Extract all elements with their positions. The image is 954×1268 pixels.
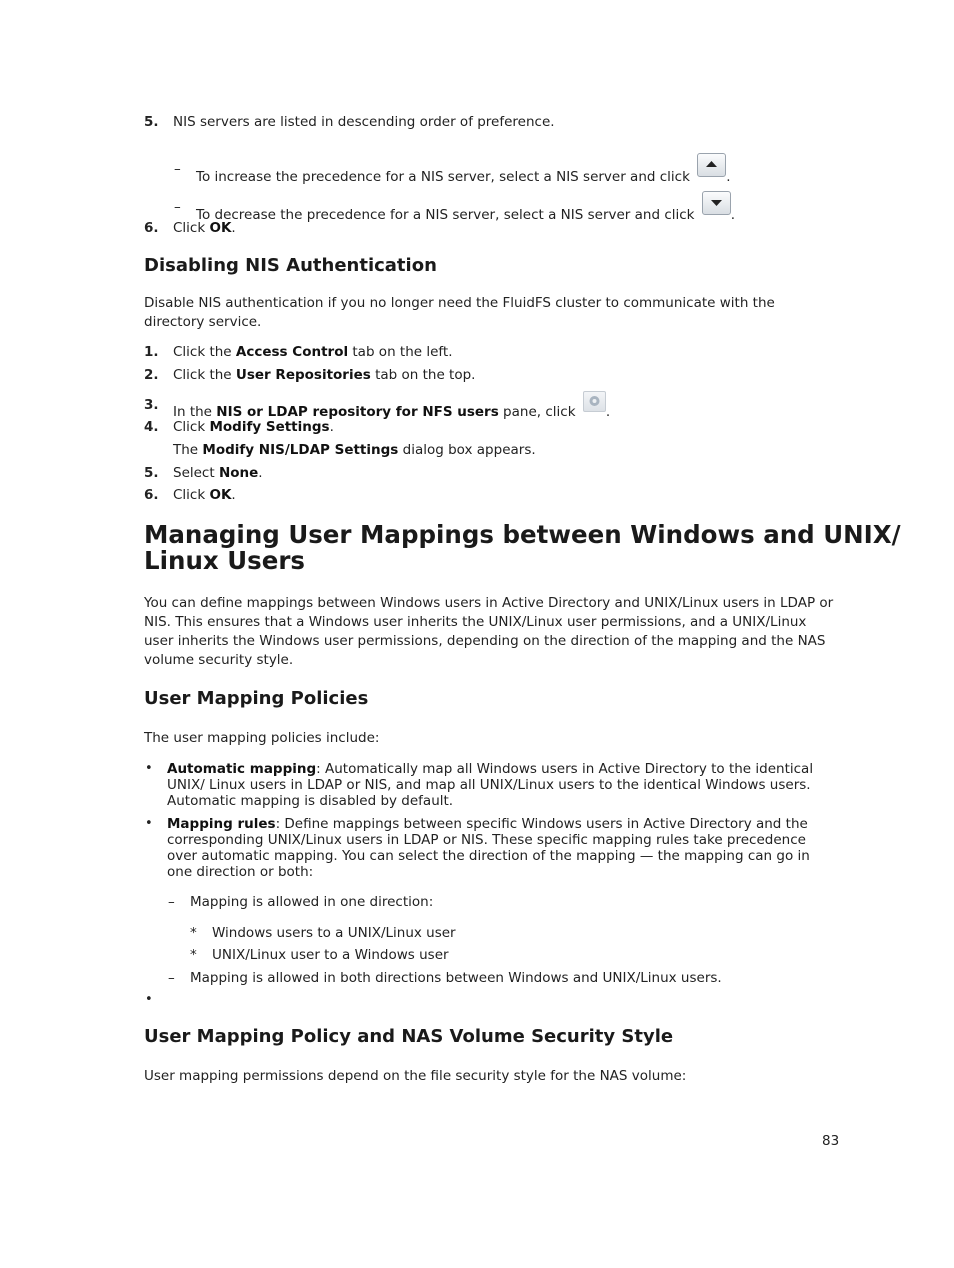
dash-mark: – [168,894,175,910]
sub-item-text: To increase the precedence for a NIS server, select a NIS server and click [196,169,690,185]
dash-mark: – [168,970,175,986]
sub-item-text: To decrease the precedence for a NIS server, select a NIS server and click [196,207,695,223]
bullet-item: Automatic mapping: Automatically map all Windows users in Active Directory to the identical UNIX/ Linux users in LDAP or NIS, and map all UNIX/Linux users to the identical Windows users. Automatic mapping is disabled by default. [167,761,814,809]
star-item-text: Windows users to a UNIX/Linux user [212,925,456,941]
section-intro: Disable NIS authentication if you no longer need the FluidFS cluster to communicate with the directory service. [144,295,775,330]
bullet-mark: • [145,761,153,776]
section-heading: User Mapping Policies [144,688,369,709]
section-heading: User Mapping Policy and NAS Volume Security Style [144,1026,674,1047]
step-text: Click the User Repositories tab on the top. [173,367,476,383]
step-text: In the NIS or LDAP repository for NFS users pane, click . [173,397,610,420]
step-note: The Modify NIS/LDAP Settings dialog box appears. [173,442,536,458]
step-text: NIS servers are listed in descending order of preference. [173,114,555,130]
sub-item-text: Mapping is allowed in both directions between Windows and UNIX/Linux users. [190,970,722,986]
bullet-mark: • [145,992,153,1007]
step-number: 5. [144,465,159,481]
sub-item-decrease [196,199,735,223]
section-intro: You can define mappings between Windows users in Active Directory and UNIX/Linux users in LDAP or NIS. This ensures that a Windows user inherits the UNIX/Linux user permissions, and a UNIX/Linux user inherits the Windows user permissions, depending on the direction of the mapping and the NAS volume security style. [144,595,834,668]
sub-item-increase [196,161,731,185]
step-text: Select None. [173,465,263,481]
section-intro: The user mapping policies include: [144,730,380,746]
sub-item-text: Mapping is allowed in one direction: [190,894,434,910]
dash-mark: – [174,199,181,215]
sub-item-tail: . [726,169,731,185]
bullet-item: Mapping rules: Define mappings between specific Windows users in Active Directory and the corresponding UNIX/Linux users in LDAP or NIS. These specific mapping rules take precedence over automatic mapping. You can select the direction of the mapping — the mapping can go in one direction or both: [167,816,810,880]
chapter-heading-line: Linux Users [144,546,305,575]
chapter-heading-line: Managing User Mappings between Windows and UNIX/ [144,520,901,549]
step-text: Click Modify Settings. [173,419,334,435]
page-number: 83 [822,1133,840,1149]
move-down-icon [702,191,731,215]
step-number: 6. [144,220,159,236]
section-intro: User mapping permissions depend on the file security style for the NAS volume: [144,1068,687,1084]
star-mark: * [190,925,197,941]
step-text: Click the Access Control tab on the left. [173,344,453,360]
star-item-text: UNIX/Linux user to a Windows user [212,947,449,963]
bullet-mark: • [145,816,153,831]
step-number: 3. [144,397,159,413]
step-number: 5. [144,114,159,130]
star-mark: * [190,947,197,963]
step-text: Click OK. [173,487,236,503]
step-text: Click OK. [173,220,236,236]
chapter-heading [144,522,901,574]
sub-item-tail: . [730,207,736,223]
step-number: 1. [144,344,159,360]
step-number: 6. [144,487,159,503]
gear-icon [583,391,606,412]
move-up-icon [697,153,726,177]
step-number: 2. [144,367,159,383]
dash-mark: – [174,161,181,177]
step-number: 4. [144,419,159,435]
section-heading: Disabling NIS Authentication [144,255,437,276]
